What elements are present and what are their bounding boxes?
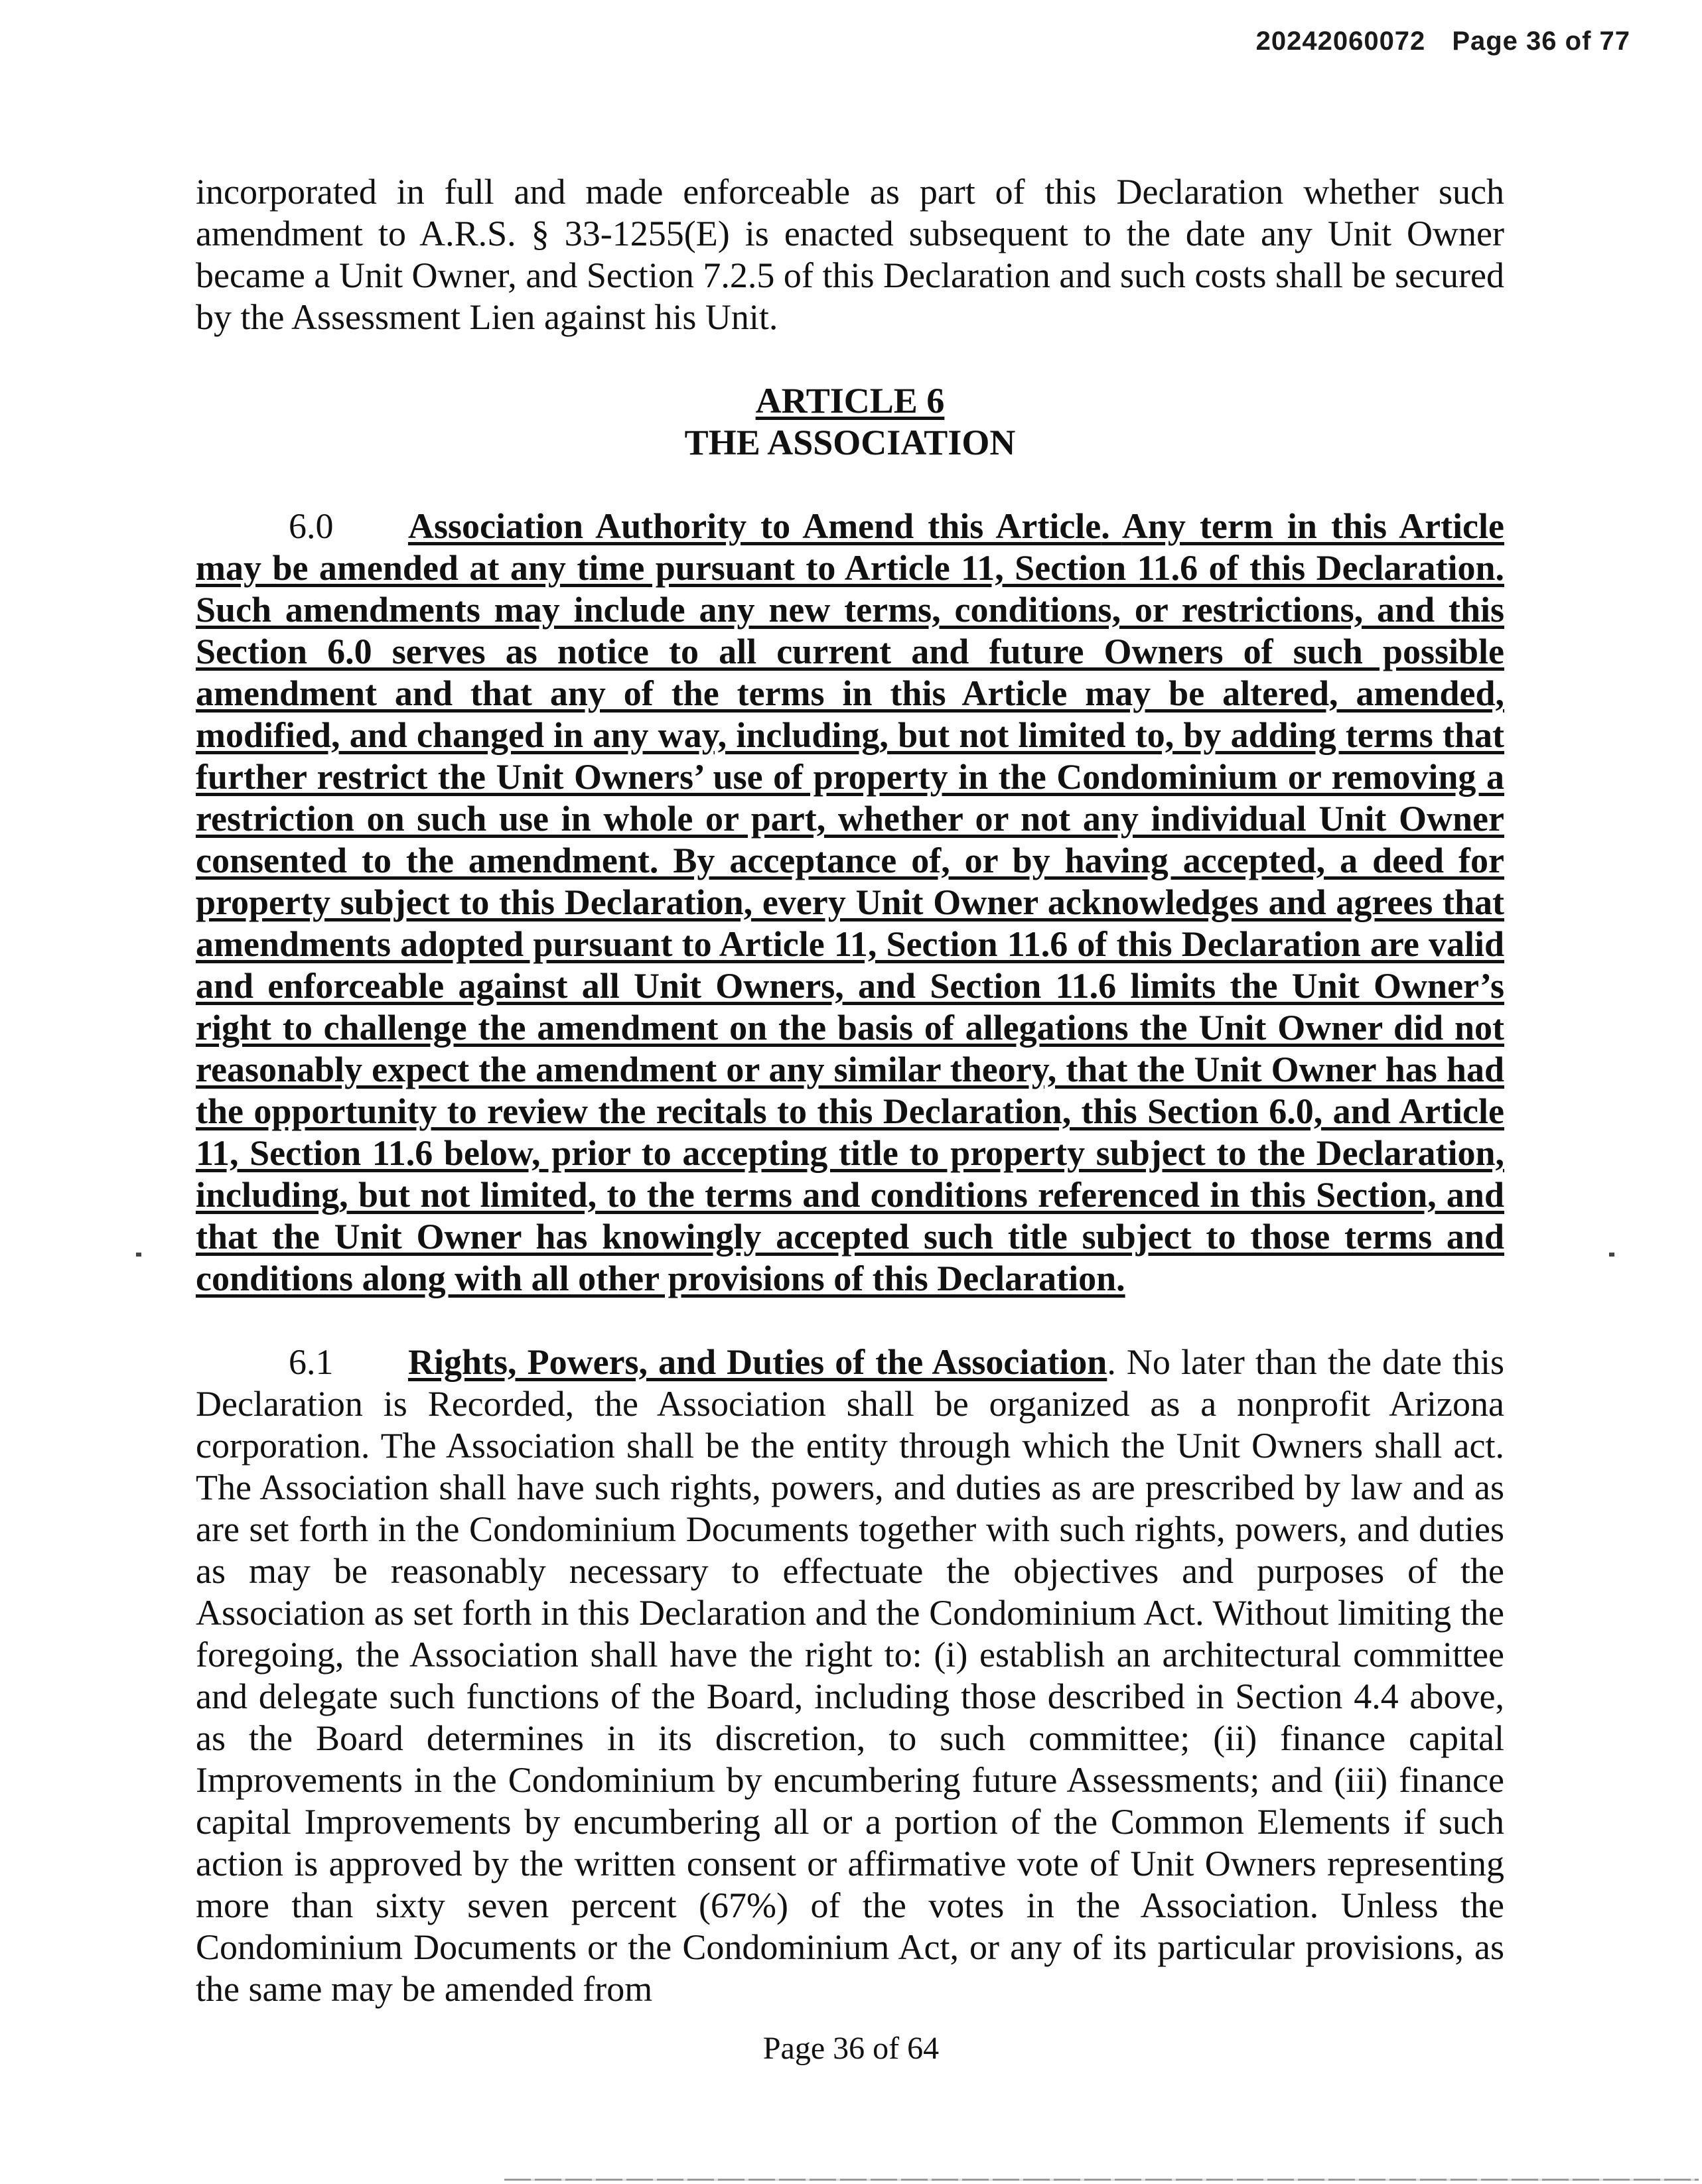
page-body xyxy=(196,171,1504,2010)
section-title: Association Authority to Amend this Article xyxy=(408,506,1101,546)
document-number: 20242060072 xyxy=(1255,27,1426,56)
article-number: ARTICLE 6 xyxy=(755,381,945,421)
section-6-0: 6.0 Association Authority to Amend this Article. Any term in this Article may be amended at any time pursuant to Article 11, Section 11.6 of this Declaration. Such amendments may include any new terms, conditions, or restrictions, and this Section 6.0 serves as notice to all current and future Owners of such possible amendment and that any of the terms in this Article may be altered, amended, modified, and changed in any way, including, but not limited to, by adding terms that further restrict the Unit Owners’ use of property in the Condominium or removing a restriction on such use in whole or part, whether or not any individual Unit Owner consented to the amendment. By acceptance of, or by having accepted, a deed for property subject to this Declaration, every Unit Owner acknowledges and agrees that amendments adopted pursuant to Article 11, Section 11.6 of this Declaration are valid and enforceable against all Unit Owners, and Section 11.6 limits the Unit Owner’s right to challenge the amendment on the basis of allegations the Unit Owner did not reasonably expect the amendment or any similar theory, that the Unit Owner has had the opportunity to review the recitals to this Declaration, this Section 6.0, and Article 11, Section 11.6 below, prior to accepting title to property subject to the Declaration, including, but not limited, to the terms and conditions referenced in this Section, and that the Unit Owner has knowingly accepted such title subject to those terms and conditions along with all other provisions of this Declaration. xyxy=(196,506,1504,1298)
article-heading xyxy=(196,380,1504,464)
recording-stamp xyxy=(1256,27,1630,56)
recording-page-number: Page 36 of 77 xyxy=(1452,27,1630,56)
scan-artifact xyxy=(1609,1253,1614,1257)
section-number: 6.0 xyxy=(289,506,334,546)
article-title: THE ASSOCIATION xyxy=(684,423,1016,462)
section-text: Any term in this Article may be amended at any time pursuant to Article 11, Section 11.6 of this Declaration. Such amendments may include any new terms, conditions, or restrictions, and this Section 6.0 serves as notice to all current and future Owners of such possible amendment and that any of the terms in this Article may be altered, amended, modified, and changed in any way, including, but not limited to, by adding terms that further restrict the Unit Owners’ use of property in the Condominium or removing a restriction on such use in whole or part, whether or not any individual Unit Owner consented to the amendment. By acceptance of, or by having accepted, a deed for property subject to this Declaration, every Unit Owner acknowledges and agrees that amendments adopted pursuant to Article 11, Section 11.6 of this Declaration are valid and enforceable against all Unit Owners, and Section 11.6 limits the Unit Owner’s right to challenge the amendment on the basis of allegations the Unit Owner did not reasonably expect the amendment or any similar theory, that the Unit Owner has had the opportunity to review the recitals to this Declaration, this Section 6.0, and Article 11, Section 11.6 below, prior to accepting title to property subject to the Declaration, including, but not limited, to the terms and conditions referenced in this Section, and that the Unit Owner has knowingly accepted such title subject to those terms and conditions along with all other provisions of this Declaration. xyxy=(196,506,1504,1298)
intro-paragraph: incorporated in full and made enforceable as part of this Declaration whether such amendment to A.R.S. § 33-1255(E) is enacted subsequent to the date any Unit Owner became a Unit Owner, and Section 7.2.5 of this Declaration and such costs shall be secured by the Assessment Lien against his Unit. xyxy=(196,172,1504,337)
page-footer: Page 36 of 64 xyxy=(762,2031,940,2066)
section-text: No later than the date this Declaration is Recorded, the Association shall be organized as a nonprofit Arizona corporation. The Association shall be the entity through which the Unit Owners shall act. The Association shall have such rights, powers, and duties as are prescribed by law and as are set forth in the Condominium Documents together with such rights, powers, and duties as may be reasonably necessary to effectuate the objectives and purposes of the Association as set forth in this Declaration and the Condominium Act. Without limiting the foregoing, the Association shall have the right to: (i) establish an architectural committee and delegate such functions of the Board, including those described in Section 4.4 above, as the Board determines in its discretion, to such committee; (ii) finance capital Improvements in the Condominium by encumbering future Assessments; and (iii) finance capital Improvements by encumbering all or a portion of the Common Elements if such action is approved by the written consent or affirmative vote of Unit Owners representing more than sixty seven percent (67%) of the votes in the Association. Unless the Condominium Documents or the Condominium Act, or any of its particular provisions, as the same may be amended from xyxy=(196,1342,1504,2009)
section-number: 6.1 xyxy=(289,1342,334,1382)
section-title: Rights, Powers, and Duties of the Association xyxy=(408,1342,1107,1382)
scan-artifact xyxy=(136,1253,141,1257)
section-6-1: 6.1 Rights, Powers, and Duties of the Association. No later than the date this Declaration is Recorded, the Association shall be organized as a nonprofit Arizona corporation. The Association shall be the entity through which the Unit Owners shall act. The Association shall have such rights, powers, and duties as are prescribed by law and as are set forth in the Condominium Documents together with such rights, powers, and duties as may be reasonably necessary to effectuate the objectives and purposes of the Association as set forth in this Declaration and the Condominium Act. Without limiting the foregoing, the Association shall have the right to: (i) establish an architectural committee and delegate such functions of the Board, including those described in Section 4.4 above, as the Board determines in its discretion, to such committee; (ii) finance capital Improvements in the Condominium by encumbering future Assessments; and (iii) finance capital Improvements by encumbering all or a portion of the Common Elements if such action is approved by the written consent or affirmative vote of Unit Owners representing more than sixty seven percent (67%) of the votes in the Association. Unless the Condominium Documents or the Condominium Act, or any of its particular provisions, as the same may be amended from xyxy=(196,1342,1504,2009)
scan-edge-line xyxy=(504,2179,1699,2181)
